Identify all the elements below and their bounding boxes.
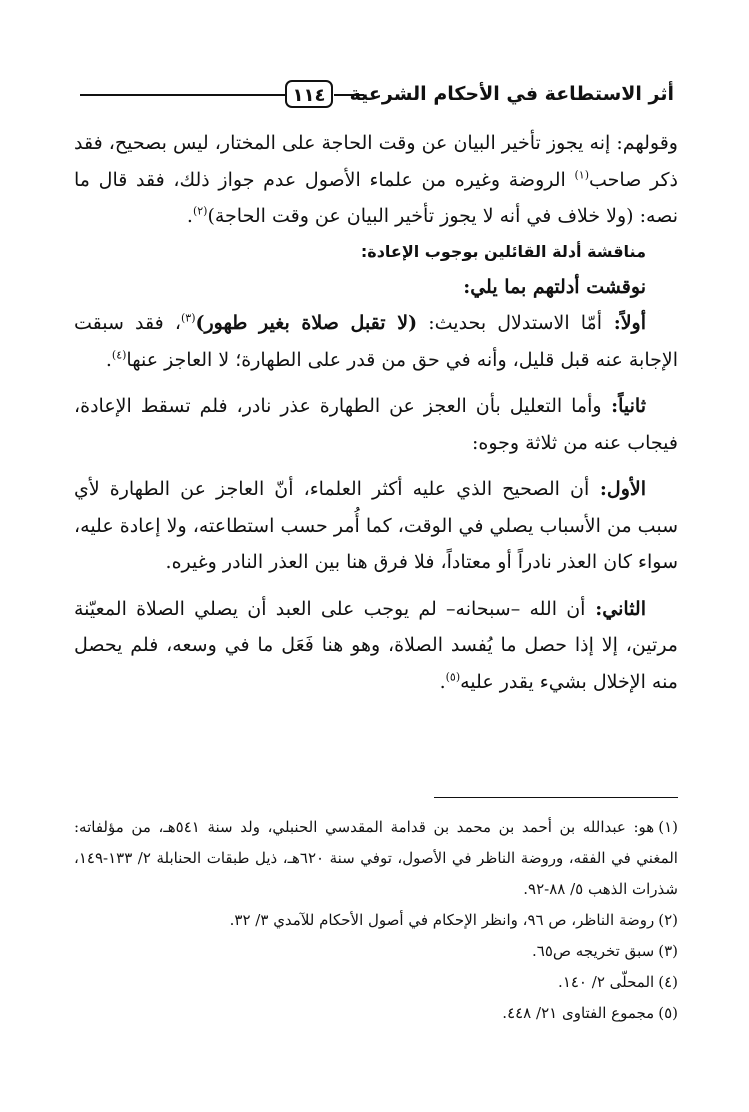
footnote-ref-3: (٣) [180,311,196,325]
footnote-ref-2: (٢) [192,204,208,218]
footnotes [74,812,678,1029]
section-heading: مناقشة أدلة القائلين بوجوب الإعادة: [360,241,646,261]
point-first: أولاً: أمّا الاستدلال بحديث: (لا تقبل صلاة بغير طهور)$^{(٣)}$، فقد سبقت الإجابة عنه قبل قليل، وأنه في حق من قدر على الطهارة؛ لا العاجز عنها$^{(٤)}$. [74,311,678,371]
reason-first: الأول: أن الصحيح الذي عليه أكثر العلماء، أنّ العاجز عن الطهارة لأي سبب من الأسباب يصلي في الوقت، كما أُمر حسب استطاعته، ولا إعادة عليه، سواء كان العذر نادراً أو معتاداً، فلا فرق هنا بين العذر النادر وغيره. [74,478,678,573]
reason-first-label: الأول: [589,478,646,500]
paragraph-1: وقولهم: إنه يجوز تأخير البيان عن وقت الحاجة على المختار، ليس بصحيح، فقد ذكر صاحب$^{(١)}$ الروضة وغيره من علماء الأصول عدم جواز ذلك، فقد قال ما نصه: (ولا خلاف في أنه لا يجوز تأخير البيان عن وقت الحاجة)$^{(٢)}$. [74,132,678,227]
intro-line: نوقشت أدلتهم بما يلي: [463,275,646,298]
footnote-3: (٣)سبق تخريجه ص٦٥. [532,942,678,960]
point-second: ثانياً: وأما التعليل بأن العجز عن الطهارة عذر نادر، فلم تسقط الإعادة، فيجاب عنه من ثلاثة وجوه: [74,395,678,454]
hadith-quote: (لا تقبل صلاة بغير طهور) [195,312,418,334]
page-number: ١١٤ [285,80,333,108]
footnote-separator [434,797,678,798]
main-text [74,125,678,700]
footnote-2: (٢)روضة الناظر، ص ٩٦، وانظر الإحكام في أصول الأحكام للآمدي ٣/ ٣٢. [229,911,678,929]
footnote-ref-4: (٤) [111,348,127,362]
footnote-4: (٤)المحلّى ٢/ ١٤٠. [558,973,678,991]
reason-second: الثاني: أن الله –سبحانه– لم يوجب على العبد أن يصلي الصلاة المعيّنة مرتين، إلا إذا حصل ما يُفسد الصلاة، وهو هنا فَعَل ما في وسعه، فلم يحصل منه الإخلال بشيء يقدر عليه$^{(٥)}$. [74,597,678,693]
point-second-label: ثانياً: [601,395,646,417]
footnote-1: (١)هو: عبدالله بن أحمد بن محمد بن قدامة المقدسي الحنبلي، ولد سنة ٥٤١هـ، من مؤلفاته: المغني في الفقه، وروضة الناظر في الأصول، توفي سنة ٦٢٠هـ، ذيل طبقات الحنابلة ٢/ ١٣٣-١٤٩، شذرات الذهب ٥/ ٨٨-٩٢. [74,818,679,898]
running-title: أثر الاستطاعة في الأحكام الشرعية [349,83,674,105]
reason-second-label: الثاني: [585,597,647,620]
footnote-ref-5: (٥) [445,670,461,684]
footnote-ref-1: (١) [574,168,589,182]
header-rule-left [80,94,285,96]
running-header [80,78,674,114]
point-first-label: أولاً: [602,312,647,334]
footnote-5: (٥)مجموع الفتاوى ٢١/ ٤٤٨. [502,1004,678,1022]
